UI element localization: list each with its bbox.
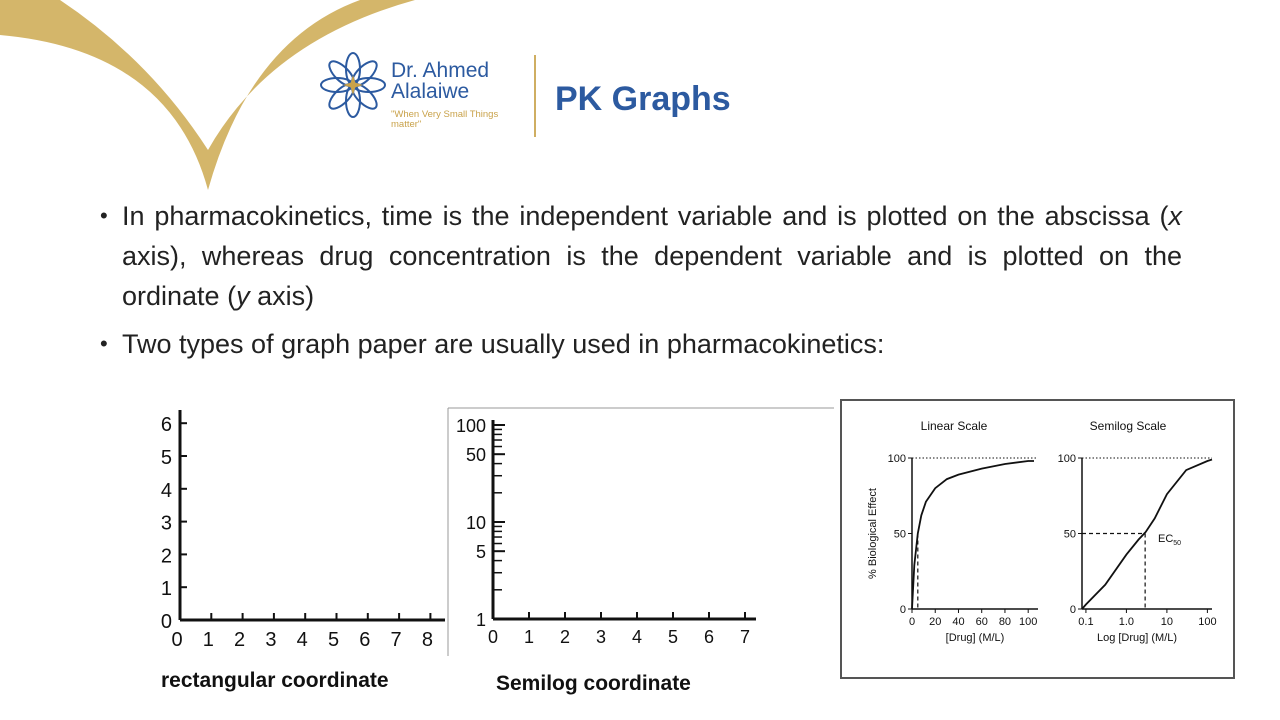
x-tick-label: 5 [667,627,679,647]
x-tick-label: 8 [421,629,433,651]
y-tick-label: 100 [887,453,906,465]
y-tick-label: 4 [160,479,172,502]
bullet-text: axis), whereas drug concentration is the dependent variable and is plotted on the ordinate ( [122,241,1182,311]
logo-tagline: "When Very Small Things matter" [391,109,499,130]
semilog-coordinate-chart [446,406,836,660]
y-tick-label: 100 [455,416,486,436]
x-tick-label: 10 [1160,616,1174,628]
y-tick-label: 0 [160,611,172,633]
dose-response-charts [842,401,1233,677]
caption-rectangular: rectangular coordinate [161,669,389,692]
y-tick-label: 50 [893,528,906,541]
panel-title: Linear Scale [920,419,988,433]
x-tick-label: 7 [739,627,751,647]
x-tick-label: 100 [1198,616,1217,628]
x-tick-label: 0 [487,627,499,647]
header-divider [534,55,536,137]
ec50-subscript: 50 [1173,540,1182,547]
y-tick-label: 5 [475,542,486,563]
bullet-var: y [236,281,250,311]
x-tick-label: 2 [234,629,246,651]
x-tick-label: 20 [929,616,942,628]
y-axis-label: % Biological Effect [867,488,879,579]
y-tick-label: 3 [160,512,172,535]
rectangular-coordinate-chart [150,400,450,660]
x-tick-label: 1 [523,627,535,647]
bullet-text: In pharmacokinetics, time is the independent variable and is plotted on the abscissa ( [122,201,1169,231]
y-tick-label: 50 [1063,528,1076,541]
x-tick-label: 6 [359,629,371,651]
x-tick-label: 4 [296,629,308,651]
y-tick-label: 5 [160,447,172,469]
y-tick-label: 10 [465,513,486,533]
y-tick-label: 100 [1057,453,1076,465]
dose-response-figure [840,399,1235,679]
x-tick-label: 100 [1019,616,1038,628]
x-tick-label: 2 [559,627,571,647]
effect-curve [1082,460,1212,610]
x-tick-label: 1 [202,629,214,651]
y-tick-label: 6 [160,414,172,437]
effect-curve [912,461,1034,609]
x-tick-label: 3 [265,629,277,651]
y-tick-label: 0 [1069,604,1076,616]
panel-title: Semilog Scale [1089,419,1167,433]
bullet-text: axis) [249,281,315,311]
x-tick-label: 0 [171,629,183,651]
x-tick-label: 3 [595,627,607,647]
x-axis-label: [Drug] (M/L) [945,632,1005,644]
brand-logo [316,48,546,148]
logo-name: Dr. Ahmed Alalaiwe [391,59,490,103]
bullet-item [100,196,1182,316]
x-tick-label: 7 [390,629,402,651]
x-tick-label: 1.0 [1118,616,1135,628]
bullet-item [100,324,1182,364]
y-tick-label: 0 [899,604,906,616]
y-tick-label: 1 [160,578,172,601]
x-tick-label: 6 [703,627,715,647]
ec50-annotation: $EC_{50}$ [1158,533,1182,547]
bullet-text: Two types of graph paper are usually used in pharmacokinetics: [122,329,885,359]
bullet-list [100,196,1182,372]
bullet-var: x [1168,201,1182,231]
y-tick-label: 50 [465,445,486,466]
x-tick-label: 5 [327,629,340,651]
flower-logo-icon [318,50,388,120]
x-tick-label: 60 [975,616,988,628]
page-title: PK Graphs [555,80,731,118]
x-tick-label: 80 [998,616,1012,628]
caption-semilog: Semilog coordinate [496,672,691,695]
y-tick-label: 1 [475,610,486,630]
x-tick-label: 40 [952,616,965,628]
x-tick-label: 0 [908,616,916,628]
x-tick-label: 0.1 [1078,616,1094,628]
x-axis-label: Log [Drug] (M/L) [1096,632,1178,644]
y-tick-label: 2 [160,545,172,568]
x-tick-label: 4 [631,627,643,647]
